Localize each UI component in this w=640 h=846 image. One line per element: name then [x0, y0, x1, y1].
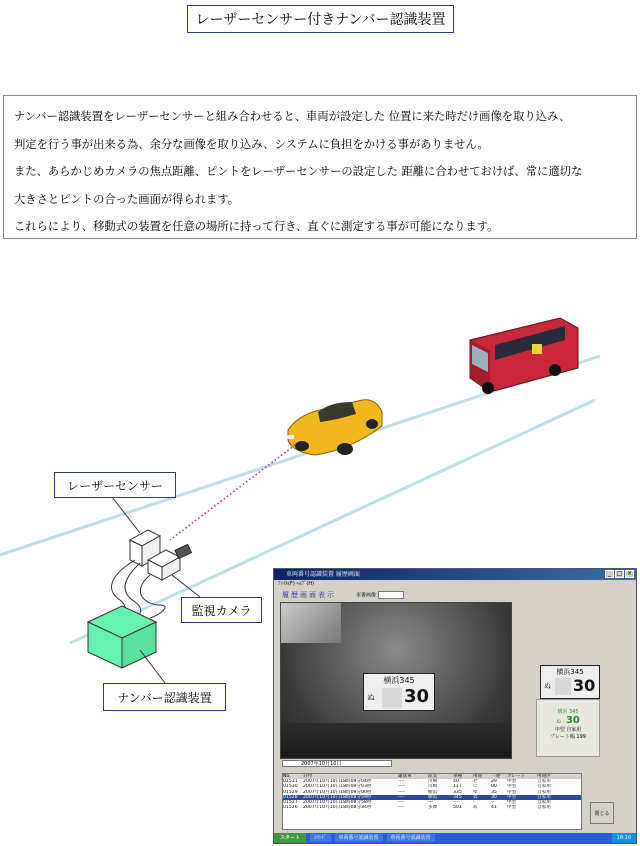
table-cell: 01530: [283, 784, 298, 790]
table-cell: 横浜: [428, 794, 438, 800]
window-titlebar: [274, 569, 636, 580]
table-cell: 自家用: [537, 794, 551, 800]
table-cell: 29: [491, 779, 497, 785]
camera-image: [280, 602, 512, 759]
table-cell: ----: [398, 794, 405, 800]
table-cell: ゆ: [473, 789, 478, 795]
close-button-label: 閉じる: [594, 810, 610, 817]
description-line: ナンバー認識装置をレーザーセンサーと組み合わせると、車両が設定した 位置に来た時だけ画像を取り込み、: [14, 110, 571, 123]
table-cell: 01526: [283, 805, 298, 811]
table-cell: ----: [398, 784, 405, 790]
description-line: また、あらかじめカメラの焦点距離、ピントをレーザーセンサーの設定した 距離に合わせておけば、常に適切な: [14, 165, 583, 178]
image-dropdown[interactable]: [356, 591, 404, 599]
table-cell: 2007年10月10日18時08分34秒: [303, 805, 372, 811]
taskbar: [274, 833, 636, 843]
table-cell: め: [473, 805, 478, 811]
table-cell: 中型: [507, 779, 517, 785]
camera-label: [181, 597, 262, 623]
license-plate-main: [363, 673, 435, 711]
menu-items[interactable]: ﾌｧｲﾙ(F) ﾍﾙﾌﾟ(H): [278, 581, 315, 587]
col-header: プレート: [507, 774, 526, 779]
table-cell: --: [491, 799, 495, 805]
number-recognizer-icon: [88, 606, 156, 668]
table-cell: 2007年10月10日18時08分59秒: [303, 794, 372, 800]
table-row[interactable]: [283, 805, 581, 810]
table-cell: ---: [428, 799, 433, 805]
page-title-text: レーザーセンサー付きナンバー認識装置: [195, 12, 446, 28]
plate-main-region: 横浜345: [383, 676, 415, 685]
table-cell: 多摩: [428, 805, 438, 811]
table-cell: 30: [491, 794, 497, 800]
history-table: [282, 773, 582, 830]
vehicle-glare: [281, 603, 341, 643]
table-cell: 2007年10月10日18時09分00秒: [303, 789, 372, 795]
col-header: 用途: [473, 774, 483, 779]
toolbar: [274, 589, 636, 601]
camera-label-text: 監視カメラ: [191, 603, 252, 618]
table-cell: 川崎: [428, 784, 438, 790]
col-header: No.: [283, 774, 291, 779]
result-number: 30: [565, 715, 580, 726]
plate-main-mask: [382, 688, 402, 708]
table-cell: ----: [398, 789, 405, 795]
recognition-result: 横浜 345 ぬ · 30 中型 自家用 プレート幅 199: [536, 699, 600, 757]
table-cell: 2007年10月10日18時09分04秒: [303, 779, 372, 785]
table-cell: 中型: [507, 805, 517, 811]
window-title: 車両番号認識装置 履歴画面: [286, 571, 360, 578]
table-cell: 自家用: [537, 805, 551, 811]
col-header: 用途区: [537, 774, 551, 779]
table-cell: 117: [453, 784, 462, 790]
date-field[interactable]: [282, 760, 392, 767]
laser-sensor-label: [54, 472, 176, 498]
table-cell: に: [473, 784, 478, 790]
table-cell: ぬ: [473, 794, 478, 800]
table-cell: 00: [491, 784, 497, 790]
taskbar-clock: 18:10: [612, 833, 636, 843]
table-cell: 中型: [507, 784, 517, 790]
table-cell: 横浜: [428, 789, 438, 795]
dropdown-box[interactable]: [378, 591, 404, 599]
description-line: 判定を行う事が出来る為、余分な画像を取り込み、システムに負担をかける事がありません。: [14, 137, 489, 151]
table-cell: 01527: [283, 799, 298, 805]
taskbar-item[interactable]: ｺﾏﾝﾄﾞ: [310, 834, 331, 842]
date-value: 2007年10月10日: [301, 761, 342, 767]
bus-icon: [470, 318, 578, 394]
table-cell: ---: [453, 799, 458, 805]
table-cell: 中型: [507, 799, 517, 805]
table-cell: 2007年10月10日18時09分03秒: [303, 784, 372, 790]
table-cell: ----: [398, 805, 405, 811]
table-cell: 40: [453, 779, 459, 785]
table-cell: 自家用: [537, 779, 551, 785]
table-cell: 2007年10月10日18時08分58秒: [303, 799, 372, 805]
menu-bar[interactable]: [274, 580, 636, 589]
result-plate-width: プレート幅 199: [550, 734, 586, 740]
col-header: 違法車: [398, 774, 412, 779]
table-cell: 中型: [507, 789, 517, 795]
table-body: [283, 779, 581, 810]
col-header: 一連: [491, 774, 501, 779]
plate-side-region: 横浜345: [556, 668, 584, 676]
plate-main-kana: ぬ: [367, 693, 375, 702]
license-plate-side: [540, 665, 600, 699]
table-cell: 中型: [507, 794, 517, 800]
result-region: 横浜 345: [557, 709, 579, 715]
table-cell: ----: [398, 779, 405, 785]
table-cell: 345: [453, 794, 462, 800]
table-cell: 01528: [283, 794, 298, 800]
table-cell: 41: [491, 805, 497, 811]
plate-side-mask: [555, 678, 571, 695]
minimize-button[interactable]: _: [605, 570, 614, 578]
table-cell: 01529: [283, 789, 298, 795]
close-window-button[interactable]: ×: [626, 570, 633, 577]
table-cell: -: [473, 799, 475, 805]
table-cell: 335: [453, 789, 462, 795]
col-header: 車種: [453, 774, 463, 779]
table-cell: 自家用: [537, 789, 551, 795]
result-size: 中型: [554, 727, 565, 733]
table-cell: せ: [473, 779, 478, 785]
laser-sensor-label-text: レーザーセンサー: [67, 478, 163, 493]
close-button[interactable]: [590, 802, 614, 824]
recognizer-label: [103, 683, 226, 711]
col-header: 日付: [303, 774, 313, 779]
table-cell: 自家用: [537, 784, 551, 790]
description-line: 大きさとピントの合った画面が得られます。: [14, 192, 240, 206]
taskbar-item[interactable]: 車両番号認識装置: [387, 834, 435, 842]
table-cell: 01531: [283, 779, 298, 785]
recognizer-label-text: ナンバー認識装置: [117, 690, 212, 705]
maximize-button[interactable]: □: [616, 570, 623, 577]
description-line: これらにより、移動式の装置を任意の場所に持って行き、直ぐに測定する事が可能になります。: [14, 220, 499, 233]
view-label: 履歴画面表示: [282, 591, 336, 599]
table-cell: 501: [453, 805, 462, 811]
col-header: 陸支: [428, 774, 438, 779]
car-icon: [286, 400, 382, 455]
plate-side-kana: ぬ: [544, 682, 551, 690]
dropdown-label: 車番画像: [356, 592, 377, 599]
plate-side-number: 30: [573, 676, 596, 695]
result-kana: ぬ: [556, 719, 562, 725]
taskbar-item[interactable]: 車両番号認識装置: [335, 834, 383, 842]
vehicle-bumper: [281, 723, 511, 758]
table-cell: ----: [398, 799, 405, 805]
plate-main-number: 30: [404, 686, 430, 707]
recognizer-leader: [140, 650, 165, 683]
start-button[interactable]: スタート: [274, 833, 306, 843]
result-usage: 自家用: [566, 727, 582, 733]
table-cell: 35: [491, 789, 497, 795]
table-cell: 川崎: [428, 779, 438, 785]
history-screen-window: [273, 568, 637, 844]
table-cell: 自家用: [537, 799, 551, 805]
